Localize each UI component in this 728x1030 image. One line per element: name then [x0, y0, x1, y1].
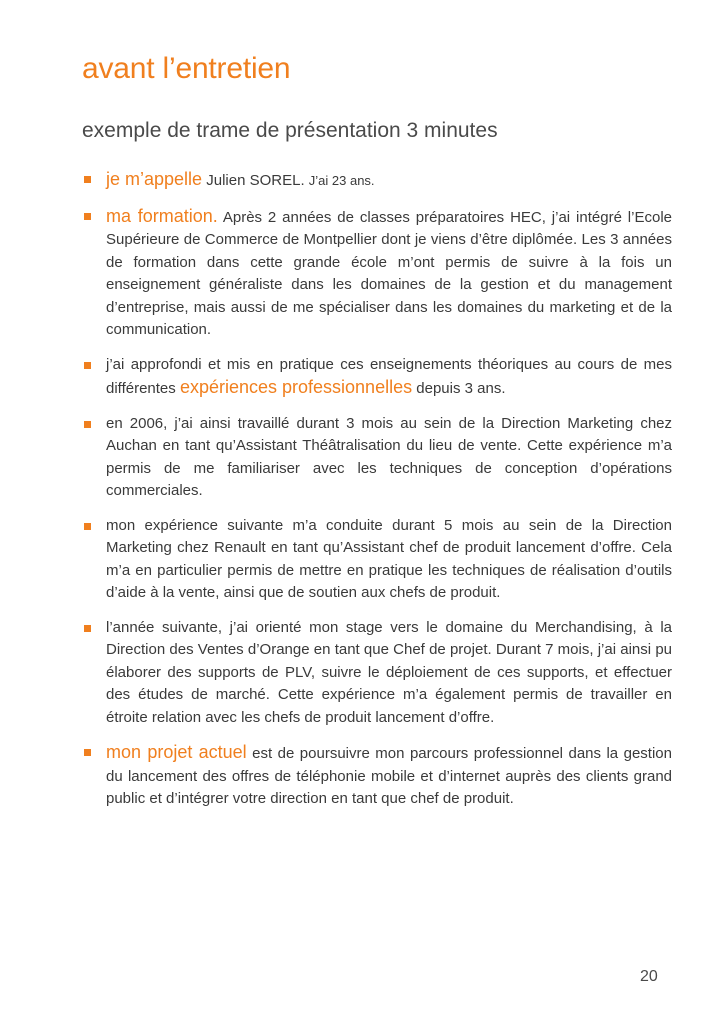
list-item-formation	[82, 205, 672, 342]
item-text: J’ai 23 ans.	[308, 173, 375, 188]
presentation-list	[82, 168, 672, 823]
item-text-after: depuis 3 ans.	[412, 380, 506, 397]
item-text: Après 2 années de classes préparatoires HEC, j’ai intégré l’Ecole Supérieure de Commerce de Montpellier dont je viens d’être diplômée. Les 3 années de formation dans cette grande école m’ont permis de suivre à la fois un enseignement généraliste dans les domaines de la gestion et du management d’entreprise, mais aussi de me spécialiser dans les domaines du marketing et de la communication.	[106, 208, 672, 338]
item-lead: ma formation.	[106, 205, 218, 226]
item-text: mon expérience suivante m’a conduite durant 5 mois au sein de la Direction Marketing chez Renault en tant qu’Assistant chef de produit lancement d’offre. Cela m’a en particulier permis de mettre en pratique les techniques de réalisation d’outils d’aide à la vente, ainsi que de soutien aux chefs de produit.	[106, 516, 672, 601]
list-item-experiences	[82, 354, 672, 401]
square-bullet-icon	[84, 213, 91, 220]
square-bullet-icon	[84, 176, 91, 183]
item-lead: je m’appelle	[106, 169, 203, 189]
list-item-renault	[82, 515, 672, 605]
list-item-auchan	[82, 413, 672, 503]
square-bullet-icon	[84, 749, 91, 756]
page-title: avant l’entretien	[82, 52, 291, 85]
item-text-before: j’ai approfondi et mis en pratique ces enseignements théoriques au cours de mes différentes	[106, 355, 672, 397]
list-item-name	[82, 168, 672, 193]
item-text: est de poursuivre mon parcours professionnel dans la gestion du lancement des offres de téléphonie mobile et d’internet auprès des clients grand public et d’intégrer votre direction en tant que chef de produit.	[106, 745, 672, 807]
list-item-projet	[82, 741, 672, 811]
square-bullet-icon	[84, 523, 91, 530]
item-text: l’année suivante, j’ai orienté mon stage vers le domaine du Merchandising, à la Direction des Ventes d’Orange en tant que Chef de projet. Durant 7 mois, j’ai ainsi pu élaborer des supports de PLV, suivre le déploiement de ces supports, et effectuer des études de marché. Cette expérience m’a également permis de travailler en étroite relation avec les chefs de produit lancement d’offre.	[106, 618, 672, 726]
square-bullet-icon	[84, 362, 91, 369]
item-lead-tail: Julien SOREL.	[202, 172, 309, 189]
list-item-orange	[82, 617, 672, 730]
item-highlight: expériences professionnelles	[179, 377, 413, 397]
square-bullet-icon	[84, 421, 91, 428]
page-subtitle: exemple de trame de présentation 3 minutes	[82, 119, 498, 142]
item-lead: mon projet actuel	[106, 742, 247, 762]
page-number: 20	[640, 968, 658, 985]
item-text: en 2006, j’ai ainsi travaillé durant 3 mois au sein de la Direction Marketing chez Auchan en tant qu’Assistant Théâtralisation du lieu de vente. Cette expérience m’a permis de me familiariser avec les techniques de conception d’opérations commerciales.	[106, 414, 672, 499]
square-bullet-icon	[84, 625, 91, 632]
